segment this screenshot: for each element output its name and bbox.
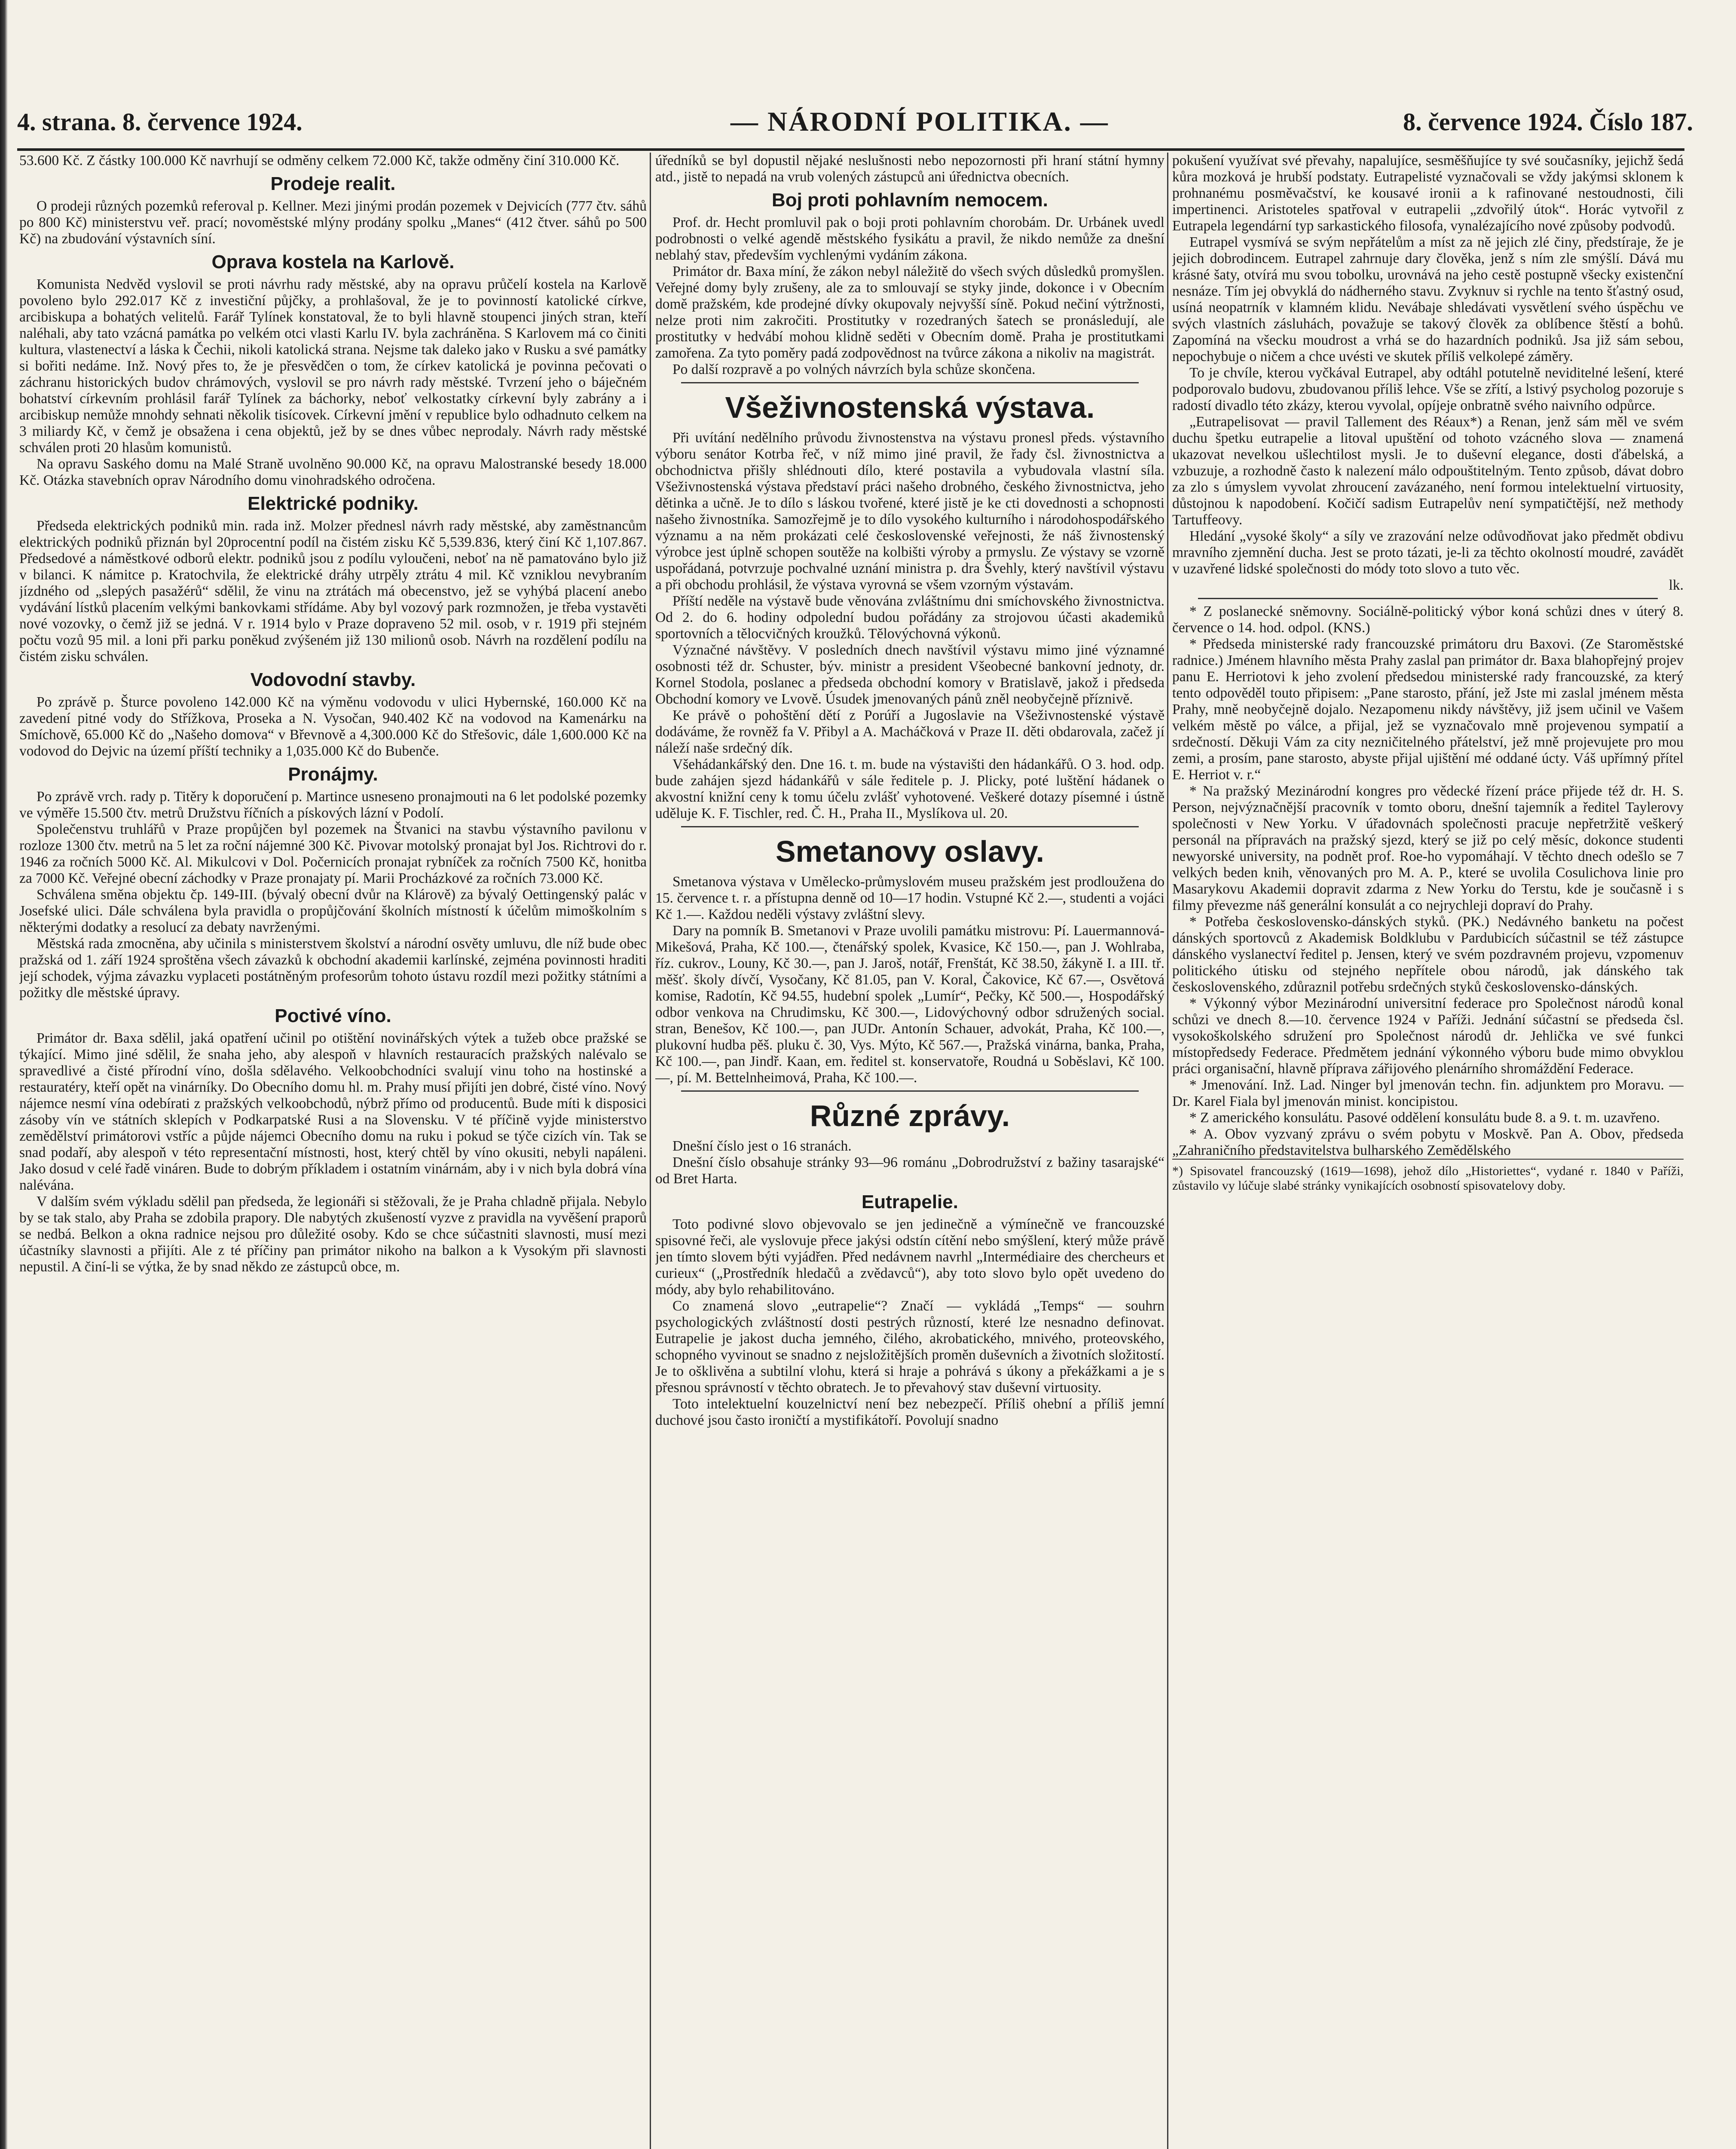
article-text: Společenstvu truhlářů v Praze propůjčen byl pozemek na Štvanici na stavbu výstavního pavilonu v rozloze 1300 čtv. metrů na 5 let za roční nájemné 300 Kč. Pivovar motolský pronajat byl Jos. Richtrovi do r. 1946 za ročních 5000 Kč. Al. Mikulcovi v Dol. Počernicích pronajat rybníček za ročních 7500 Kč, honitba za 7000 Kč. Veřejné obecní záchodky v Praze pronajaty pí. Marii Procházkové za ročních 73.000 Kč. [19,821,647,886]
article-text: Předseda elektrických podniků min. rada inž. Molzer přednesl návrh rady městské, aby zaměstnancům elektrických podniků přiznán byl 20procentní podíl na čistém zisku Kč 5,539.836, který činí Kč 1,107.867. Předsedové a náměstkové odborů elektr. podniků jsou z podílu vyloučeni, neboť na ně pamatováno bylo již v bilanci. K námitce p. Kratochvila, že elektrické dráhy utrpěly ztrátu 4 mil. Kč vzniklou nevybraním jízdného od „slepých pasažérů“ sdělil, že vinu na ztrátách má obecenstvo, jež se vyhýbá placení anebo vydávání lístků placením velkými bankovkami střídáme. Aby byl vozový park rozmnožen, je třeba vystavěti nové vozovky, o čemž již se jedná. V r. 1914 bylo v Praze dopraveno 52 mil. osob, v r. 1919 při stejném počtu vozů 95 mil. a loni při parku poněkud zvýšeném již 130 milionů osob. Návrh na rozdělení podílu na čistém zisku schválen. [19,518,647,664]
article-text: Komunista Nedvěd vyslovil se proti návrhu rady městské, aby na opravu průčelí kostela na Karlově povoleno bylo 292.017 Kč z investiční půjčky, a prohlašoval, že je to povinností katolické církve, arcibiskupa a bohatých velitelů. Farář Tylínek konstatoval, že to byli hlavně stoupenci jiných stran, kteří naléhali, aby tato vzácná památka po velkém otci vlasti Karlu IV. byla zachráněna. S Karlovem má co činiti kultura, vlastenectví a láska k Čechii, nikoli katolická strana. Nejsme tak daleko jako v Rusku a své památky si bořiti nedáme. Inž. Nový přes to, že je přesvědčen o tom, že církev katolická je povinna pečovati o záchranu historických budov chrámových, vyslovil se pro návrh rady městské. Tvrzení jeho o báječném bohatství církevním prohlásil farář Tylínek za báchorky, neboť velkostatky církevní byly zabrány a i arcibiskup nemůže mnohdy sehnati několik tisícovek. Církevní jmění v republice bylo odhadnuto celkem na 3 miliardy Kč, v čemž je obsažena i cena objektů, jež by se dnes vůbec neprodaly. Návrh rady městské schválen proti 20 hlasům komunistů. [19,276,647,456]
footnote: *) Spisovatel francouzský (1619—1698), jehož dílo „Historiettes“, vydané r. 1840 v Paříži, zůstavilo vy lúčuje slabé stránky vynikajících osobností spisovatelovy doby. [1172,1159,1684,1193]
column-1 [19,153,647,2149]
section-title: Smetanovy oslavy. [775,835,1045,868]
article-text: Toto intelektuelní kouzelnictví není bez nebezpečí. Příliš ohební a příliš jemní duchové jsou často ironičtí a mystifikátoří. Povolují snadno [655,1396,1164,1428]
article-text: pokušení využívat své převahy, napalujíce, sesměšňujíce ty své současníky, jejichž šedá kůra mozková je hrubší podstaty. Eutrapelisté vyznačovali se vždy jakýmsi sklonem k prohnanému posměvačství, ke kousavé ironii a k rafinované nestoudnosti, čili impertinenci. Aristoteles spatřoval v eutrapelii „zdvořilý útok“. Horác vytvořil z Eutrapela legendární typ sarkastického filosofa, vynalézajícího nové způsoby podvodů. [1172,153,1684,234]
binding-edge [0,0,8,2149]
header-issue-number: 8. července 1924. Číslo 187. [1403,108,1693,136]
news-item: * Z poslanecké sněmovny. Sociálně-politický výbor koná schůzi dnes v úterý 8. července o 14. hod. odpol. (KNS.) [1172,603,1684,636]
article-text: Městská rada zmocněna, aby učinila s ministerstvem školství a národní osvěty umluvu, dle níž bude obec pražská od 1. září 1924 sproštěna všech závazků k obchodní akademii karlínské, zejména povinnosti hraditi její schodek, výjma závazku vyplaceti postátněným profesorům tohoto ústavu rozdíl mezi požitky státními a požitky dle městské úpravy. [19,936,647,1001]
column-2 [655,153,1164,2149]
section-heading: Oprava kostela na Karlově. [211,251,455,272]
article-text: Na opravu Saského domu na Malé Straně uvolněno 90.000 Kč, na opravu Malostranské besedy 18.000 Kč. Otázka stavebních oprav Národního domu vinohradského odročena. [19,456,647,488]
article-text: To je chvíle, kterou vyčkával Eutrapel, aby odtáhl potutelně neviditelné lešení, které podporovalo budovu, zbudovanou příliš lehce. Vše se zřítí, a lstivý psycholog pozoruje s radostí divadlo této zkázy, kterou vyvolal, opíjeje onbratně svého naivního odpůrce. [1172,365,1684,413]
author-signature: lk. [1669,577,1684,593]
article-text: Primátor dr. Baxa míní, že zákon nebyl náležitě do všech svých důsledků promyšlen. Veřejné domy byly zrušeny, ale za to smlouvají se styky jinde, dokonce i v Obecním domě pražském, kde prodejné dívky okupovaly nejvyšší síně. Pokud nečiní výtržnosti, nelze proti nim zakročiti. Prostitutky v rozedraných šatech se pronásledují, ale prostitutky v hedvábí mohou klidně seděti v Obecním domě. Praha je prostitutkami zamořena. Za tyto poměry padá zodpovědnost na tvůrce zákona a nikoliv na magistrát. [655,263,1164,361]
section-rule [681,826,1139,827]
section-heading: Pronájmy. [288,764,378,785]
article-text: Schválena směna objektu čp. 149-III. (bývalý obecní dvůr na Klárově) za bývalý Oettingenský palác v Josefské ulici. Dále schválena byla pravidla o propůjčování školních místností k účelům mimoškolním s některými dodatky a resolucí za debaty navrženými. [19,887,647,935]
article-text: Dnešní číslo jest o 16 stranách. [672,1138,852,1154]
article-text: Po zprávě vrch. rady p. Titěry k doporučení p. Martince usneseno pronajmouti na 6 let podolské pozemky ve výměře 15.500 čtv. metrů Družstvu říčních a pískových lázní v Podolí. [19,789,647,821]
article-text: Po další rozpravě a po volných návrzích byla schůze skončena. [672,361,1036,377]
section-heading: Eutrapelie. [862,1191,958,1212]
column-divider [1167,153,1168,2149]
news-item: * A. Obov vyzvaný zprávu o svém pobytu v Moskvě. Pan A. Obov, předseda „Zahraničního představitelstva bulharského Zemědělského [1172,1126,1684,1158]
section-heading: Boj proti pohlavním nemocem. [772,190,1048,211]
section-rule [681,1090,1139,1092]
article-text: Při uvítání nedělního průvodu živnostenstva na výstavu pronesl předs. výstavního výboru senátor Kotrba řeč, v níž mimo jiné pravil, že řady čsl. živnostnictva a obchodnictva přišly shlédnouti dílo, které postavila a vybudovala vlastní síla. Všeživnostenská výstava představí práci našeho drobného, českého živnostnictva, jeho dětinka a učně. Je to dílo s láskou tvořené, které jistě je ke cti dovednosti a schopnosti našeho živnostníka. Samozřejmě je to dílo vysokého kulturního i národohospodářského významu a na něm prokázati celé československé veřejnosti, že náš živnostenský výrobce jest úplně schopen soutěže na kolbišti výroby a prmyslu. Ze výstavy se vzorně uspořádaná, potvrzuje pochvalné uznání ministra p. dra Švehly, který navštívil výstavu a při obchodu prohlásil, že výstava vyrovná se všem vzorným výstavám. [655,430,1164,593]
article-text: Příští neděle na výstavě bude věnována zvláštnímu dni smíchovského živnostnictva. Od 2. do 6. hodiny odpolední budou pořádány za strojovou účasti akademiků sportovních a tělocvičných kroužků. Tělovýchovná výkonů. [655,593,1164,642]
section-heading: Elektrické podniky. [248,493,419,514]
article-text: Dary na pomník B. Smetanovi v Praze uvolili památku mistrovu: Pí. Lauermannová-Mikešová, Praha, Kč 100.—, čtenářský spolek, Kvasice, Kč 150.—, pan J. Wohlraba, říz. cukrov., Louny, Kč 30.—, pan J. Jaroš, notář, Frenštát, Kč 38.50, žákyně I. a III. tř. měšť. školy dívčí, Vysočany, Kč 81.05, pan V. Koral, Čakovice, Kč 67.—, Osvětová komise, Radotín, Kč 94.55, hudební spolek „Lumír“, Pečky, Kč 500.—, Hospodářský odbor venkova na Chrudimsku, Kč 300.—, Lidovýchovný odbor sdružených social. stran, Benešov, Kč 100.—, pan JUDr. Antonín Schauer, advokát, Praha, Kč 100.—, plukovní hudba pěš. pluku č. 30, Vys. Mýto, Kč 567.—, Pražská vinárna, banka, Praha, Kč 100.—, pan Jindř. Kaan, em. ředitel st. konservatoře, Roudná u Soběslavi, Kč 100.—, pí. M. Bettelnheimová, Praha, Kč 100.—. [655,923,1164,1086]
article-text: Eutrapel vysmívá se svým nepřátelům a míst za ně jejich zlé činy, předstíraje, že je jejich dobrodincem. Eutrapel zahrnuje dary člověka, jenž s ním zle smýšlí. Dává mu krásné šaty, otvírá mu svou tobolku, urovnává na jeho cestě postupně všecky existenční nesnáze. Tím jej obvyklá do nádherného stavu. Zvyknuv si rychle na tento šťastný osud, usíná neopatrník v klamném klidu. Nevábaje shledávati vysvětlení svého úspěchu ve svých vlastních zásluhách, považuje se takový člověk za oblíbence štěstí a bohů. Zapomíná na všecku moudrost a vrhá se do hazardních podniků. Jsa již sám sebou, nepochybuje o ničem a chce uvésti ve skutek příliš velkolepé záměry. [1172,234,1684,364]
page-header [17,107,1693,146]
section-rule [681,382,1139,383]
article-text: Toto podivné slovo objevovalo se jen jedinečně a výmínečně ve francouzské spisovné řeči, ale vyslovuje přece jakýsi odstín cítění nebo smýšlení, který může právě jen tímto slovem býti vyjádřen. Před nedávnem navrhl „Intermédiaire des chercheurs et curieux“ („Prostředník hledačů a zvědavců“), aby toto slovo bylo opět uvedeno do módy, aby bylo rehabilitováno. [655,1216,1164,1298]
news-item: * Výkonný výbor Mezinárodní universitní federace pro Společnost národů konal schůzi ve dnech 8.—10. července 1924 v Paříži. Jednání súčastní se předseda čsl. vysokoškolského sdružení pro Společnost národů dr. Jehlička ve své funkci místopředsedy Federace. Předmětem jednání výkonného výboru bude mimo obvyklou práci organisační, hlavně příprava zářijového plenárního shromáždění Federace. [1172,995,1684,1077]
article-text: 53.600 Kč. Z částky 100.000 Kč navrhují se odměny celkem 72.000 Kč, takže odměny činí 310.000 Kč. [19,153,620,168]
article-text: Primátor dr. Baxa sdělil, jaká opatření učinil po otištění novinářských výtek a tužeb obce pražské se týkající. Mimo jiné sdělil, že snaha jeho, aby alespoň v hlavních restauracích pražských nalévalo se spravedlivé a čisté přírodní víno, došla sdělavého. Velkoobchodníci svalují vinu toho na hostinské a restauratéry, kteří opět na vinárníky. Do Obecního domu hl. m. Prahy musí přijíti jen dobré, čisté víno. Nový nájemce nesmí vína odebírati z pražských velkoobchodů, nýbrž přímo od producentů. Bude míti k disposici zásoby vín ve státních sklepích v Podkarpatské Rusi a na Slovensku. V té příčině vyjde ministerstvo zemědělství primátorovi vstříc a půjde nájemci Obecního domu na ruku i pokud se týče cizích vín. Tak se snad podaří, aby alespoň v této representační místnosti, host, který chtěl by víno okusiti, nebyli napáleni. Jako dosud v celé řadě vináren. Bude to dobrým příkladem i ostatním vinárnám, aby i v nich byla dobrá vína nalévána. [19,1030,647,1193]
column-3 [1172,153,1684,2149]
header-page-date: 4. strana. 8. července 1924. [17,108,303,136]
header-masthead: — NÁRODNÍ POLITIKA. — [730,106,1109,137]
header-rule [17,148,1684,151]
news-item: * Předseda ministerské rady francouzské primátoru dru Baxovi. (Ze Staroměstské radnice.) Jménem hlavního města Prahy zaslal pan primátor dr. Baxa blahopřejný projev panu E. Herriotovi k jeho zvolení předsedou ministerské rady francouzské, za který tento odpověděl touto připisem: „Pane starosto, přání, jež Jste mi zaslal jménem města Prahy, mně neobyčejně dojalo. Nezapomenu nikdy návštěvy, již jsem učinil ve Vašem velkém městě po válce, a přijal, jež se vyznačovalo mně projevenou sympatií a srdečností. Děkuji Vám za city nezničitelného přátelství, jež mně projevujete pro mou zemi, a prosím, pane starosto, abyste přijal ujištění mé oddané úcty. Váš upřímný přítel E. Herriot v. r.“ [1172,636,1684,783]
section-title: Různé zprávy. [810,1099,1010,1133]
article-text: Význačné návštěvy. V posledních dnech navštívil výstavu mimo jiné významné osobnosti též dr. Schuster, býv. ministr a president Všeobecné bankovní jednoty, dr. Kornel Stodola, poslanec a předseda obchodní komory v Bratislavě, jakož i předseda Obchodní komory ve Lvově. Úsudek jmenovaných pánů zněl neobyčejně příznivě. [655,642,1164,707]
article-text: Co znamená slovo „eutrapelie“? Značí — vykládá „Temps“ — souhrn psychologických zvláštností dosti pestrých růzností, které lze nesnadno definovat. Eutrapelie je jakost ducha jemného, čilého, akrobatického, mnivého, proteovského, schopného vyvinout se snadno z nejsložitějších proměn duševních a životních složitostí. Je to ošklivěna a subtilní vlohu, která si hraje a pohrává s úkony a překážkami a je s přesnou správností v těchto obratech. Je to převahový stav duševní virtuosity. [655,1298,1164,1396]
news-item: * Jmenování. Inž. Lad. Ninger byl jmenován techn. fin. adjunktem pro Moravu. — Dr. Karel Fiala byl jmenován minist. koncipistou. [1172,1077,1684,1109]
section-heading: Vodovodní stavby. [250,669,416,690]
article-text: Smetanova výstava v Umělecko-průmyslovém museu pražském jest prodloužena do 15. července t. r. a přístupna denně od 10—17 hodin. Vstupné Kč 2.—, studenti a vojáci Kč 1.—. Každou neděli výstavy zvláštní slevy. [655,874,1164,922]
article-text: „Eutrapelisovat — pravil Tallement des Réaux*) a Renan, jenž sám měl ve svém duchu špetku eutrapelie a litoval upuštění od tohoto vzácného slova — znamená ukazovat nevelkou ušlechtilost mysli. Je to duševní elegance, dosti ďábelská, a vzbuzuje, a rozhodně často k nalezení málo odpouštitelným. Tento způsob, dávat dobro za zlo s úmyslem vyvolat zhroucení zavázaného, není formou intelektuelní virtuosity, důstojnou k napodobení. Kočičí sadism Eutrapelův není sympatičtější, než methody Tartuffeovy. [1172,414,1684,528]
article-text: Prof. dr. Hecht promluvil pak o boji proti pohlavním chorobám. Dr. Urbánek uvedl podrobnosti o velké agendě městského fysikátu a pravil, že nikdo nemůže za dnešní neblahý stav, především vychlenými vydáním zákona. [655,214,1164,263]
news-item: * Z amerického konsulátu. Pasové oddělení konsulátu bude 8. a 9. t. m. uzavřeno. [1189,1110,1660,1126]
section-rule [1198,598,1658,599]
section-heading: Prodeje realit. [270,173,396,194]
news-item: * Na pražský Mezinárodní kongres pro vědecké řízení práce přijede též dr. H. S. Person, nejvýznačnější pracovník v tomto oboru, dnešní tajemník a ředitel Taylerovy společnosti v New Yorku. V úřadovnách společnosti pracuje nepřetržitě veškerý personál na přípravách na pražský sjezd, který se již po celý měsíc, dokonce studenti newyorské university, na podnět prof. Roe-ho vypomáhají. V těchto dnech odešlo se 7 velkých beden knih, věnovaných pro M. A. P., které se uvolila Cosulichova linie pro Masarykovu Akademii dopravit zdarma z New Yorku do Terstu, kde je současně i s filmy převezme náš generální konsulát a co nejrychleji dopraví do Prahy. [1172,783,1684,913]
column-divider [650,153,651,2149]
article-text: Ke právě o pohoštění dětí z Porúří a Jugoslavie na Všeživnostenské výstavě dodáváme, že rovněž fa V. Přibyl a A. Macháčková v Praze II. děti obdarovala, začež jí náleží naše srdečný dík. [655,707,1164,756]
article-text: O prodeji různých pozemků referoval p. Kellner. Mezi jinými prodán pozemek v Dejvicích (777 čtv. sáhů po 800 Kč) ministerstvu veř. prací; novoměstské mlýny prodány spolku „Manes“ (412 čtver. sáhů po 500 Kč) na zbudování výstavních síní. [19,198,647,247]
article-text: V dalším svém výkladu sdělil pan předseda, že legionáři si stěžovali, že je Praha chladně přijala. Nebylo by se tak stalo, aby Praha se zdobila prapory. Dle nabytých zkušeností vyzve z pravidla na vyvěšení praporů se nedbá. Belkon a okna radnice nejsou pro důležité osoby. Kdo se chce súčastniti slavnosti, musí mezi účastníky slavnosti a přijíti. Ale z té příčiny pan primátor nikoho na balkon a k Vysokým při slavnosti nepustil. A činí-li se výtka, že by snad někdo ze zástupců obce, m. [19,1194,647,1275]
section-title: Všeživnostenská výstava. [725,391,1095,424]
article-text: Hledání „vysoké školy“ a síly ve zrazování nelze odůvodňovat jako předmět obdivu mravního zjemnění ducha. Jest se proto tázati, je-li za těchto okolností moudré, zavádět v uzavřené lidské společnosti do módy toto slovo a tuto věc. [1172,528,1684,577]
article-text: Dnešní číslo obsahuje stránky 93—96 románu „Dobrodružství z bažiny tasarajské“ od Bret Harta. [655,1154,1164,1187]
article-text: Všehádankářský den. Dne 16. t. m. bude na výstavišti den hádankářů. O 3. hod. odp. bude zahájen sjezd hádankářů v sále ředitele p. J. Plicky, poté luštění hádanek o akvostní knižní ceny k tomu účelu zvlášť vyhotovené. Veškeré dotazy písemné i ústně uděluje K. F. Tischler, red. Č. H., Praha II., Myslíkova ul. 20. [655,756,1164,821]
section-heading: Poctivé víno. [275,1005,391,1026]
news-item: * Potřeba československo-dánských styků. (PK.) Nedávného banketu na počest dánských sportovců z Akademisk Boldklubu v Pardubicích súčastnil se též zástupce dánského vyslanectví ředitel p. Jensen, který ve svém pozdravném projevu, vzpomenuv politického útisku od stejného nepřítele obou národů, jak dánského tak československého, zdůraznil potřebu srdečných styků československo-dánských. [1172,914,1684,995]
article-text: úředníků se byl dopustil nějaké neslušnosti nebo nepozornosti při hraní státní hymny atd., jistě to nepadá na vrub volených zástupců ani úřednictva obecních. [655,153,1164,185]
article-text: Po zprávě p. Šturce povoleno 142.000 Kč na výměnu vodovodu v ulici Hybernské, 160.000 Kč na zavedení pitné vody do Střížkova, Proseka a N. Vysočan, 940.402 Kč na vodovod na Kamenárku na Smíchově, 65.000 Kč do „Našeho domova“ v Břevnově a 4,300.000 Kč do Střešovic, dále 1,600.000 Kč na vodovod do Dejvic na území příští techniky a 1,035.000 Kč do Bubenče. [19,694,647,759]
